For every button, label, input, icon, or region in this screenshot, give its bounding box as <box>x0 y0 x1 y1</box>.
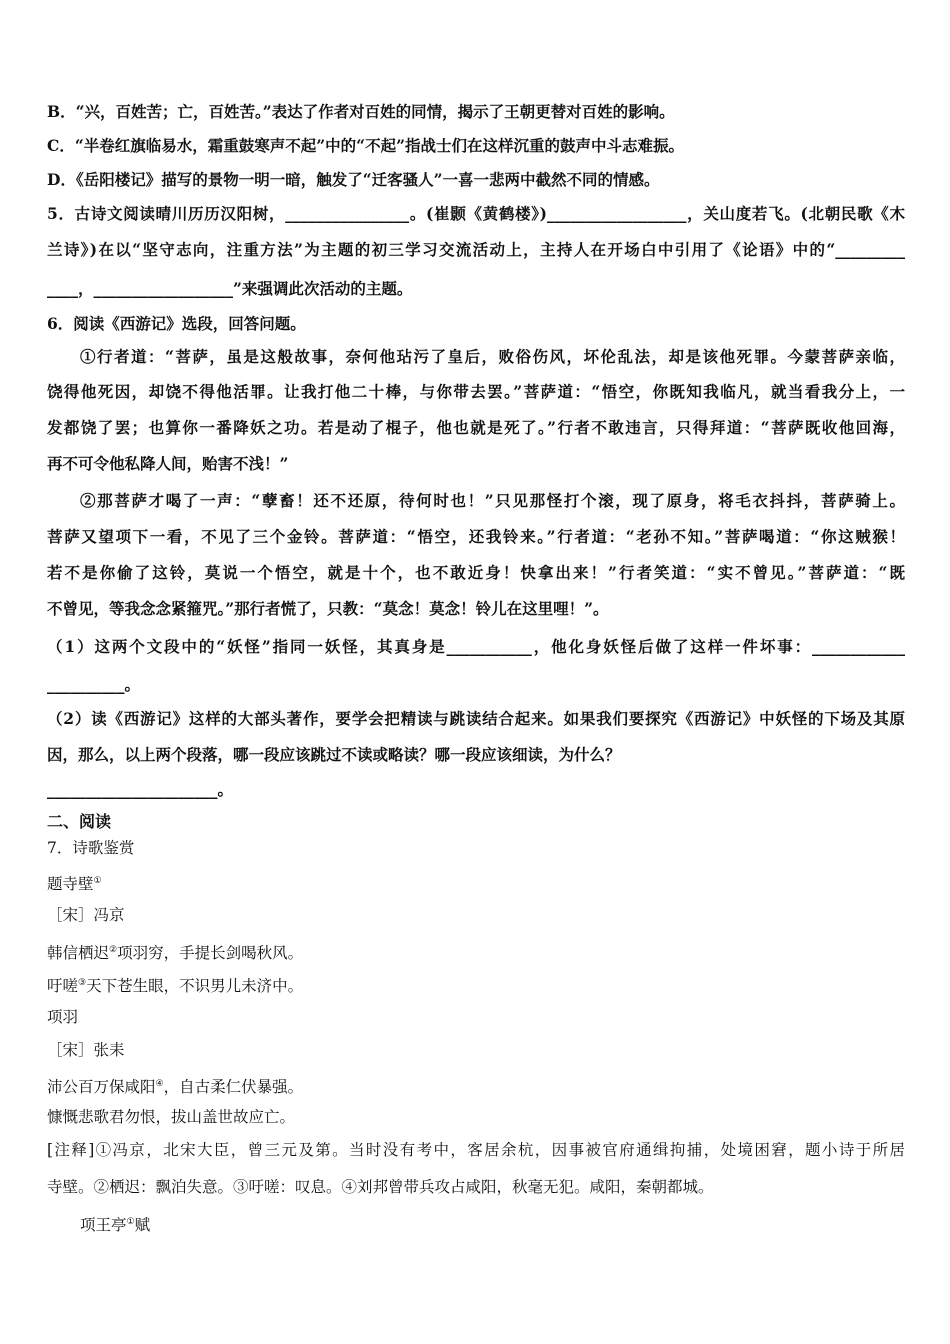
poem2-line <box>47 1074 905 1097</box>
q5-line2: 兰诗》)在以“坚守志向，注重方法”为主题的初三学习交流活动上，主持人在开场白中引用了《论语》中的“_________ <box>47 240 905 259</box>
q6-sub1-cont: __________。 <box>47 675 141 694</box>
q6-p1-line: ①行者道：“菩萨，虽是这般故事，奈何他玷污了皇后，败俗伤风，坏伦乱法，却是该他死罪。今蒙菩萨亲临， <box>80 347 905 366</box>
poem2-author: ［宋］张耒 <box>47 1041 125 1059</box>
q6-p2-line: 不曾见，等我念念紧箍咒。”那行者慌了，只教：“莫念！莫念！铃儿在这里哩！”。 <box>47 599 609 618</box>
footnote-mark: ① <box>126 1217 135 1227</box>
next-poem-title <box>80 1212 905 1235</box>
footnote-mark: ① <box>93 876 102 886</box>
poem-title-text: 赋 <box>134 1216 151 1235</box>
poem-text: 韩信栖迟 <box>47 944 110 963</box>
q6-sub1: （1）这两个文段中的“妖怪”指同一妖怪，其真身是___________，他化身妖怪后做了这样一件坏事：____________ <box>47 637 905 656</box>
option-d: D．《岳阳楼记》描写的景物一明一暗，触发了“迁客骚人”一喜一悲两中截然不同的情感。 <box>47 170 660 189</box>
poem1-title <box>47 871 905 894</box>
notes-line: 寺壁。②栖迟：飘泊失意。③吁嗟：叹息。④刘邦曾带兵攻占咸阳，秋毫无犯。咸阳，秦朝都城。 <box>47 1178 714 1196</box>
poem2-line: 慷慨悲歌君勿恨，拔山盖世故应亡。 <box>47 1108 296 1126</box>
q6-sub2-blank: ______________________。 <box>47 780 234 799</box>
footnote-mark: ② <box>109 945 118 955</box>
poem-title-text: 项王亭 <box>80 1216 127 1235</box>
q5-line1: 5．古诗文阅读晴川历历汉阳树，________________。(崔颢《黄鹤楼》)__________________，关山度若飞。(北朝民歌《木 <box>47 204 905 223</box>
q7-title: 7．诗歌鉴赏 <box>47 839 135 857</box>
poem-text: 吁嗟 <box>47 977 79 996</box>
poem1-author: ［宋］冯京 <box>47 906 125 924</box>
section-heading: 二、阅读 <box>47 812 112 831</box>
q6-p1-line: 饶得他死因，却饶不得他活罪。让我打他二十棒，与你带去罢。”菩萨道：“悟空，你既知我临凡，就当看我分上，一 <box>47 382 905 401</box>
poem-text: 项羽穷，手提长剑喝秋风。 <box>117 944 304 963</box>
poem2-title: 项羽 <box>47 1008 79 1026</box>
q5-line3: ____，__________________”来强调此次活动的主题。 <box>47 279 413 298</box>
poem-text: 天下苍生眼，不识男儿未济中。 <box>86 977 304 996</box>
q6-p2-line: ②那菩萨才喝了一声：“孽畜！还不还原，待何时也！”只见那怪打个滚，现了原身，将毛衣抖抖，菩萨骑上。 <box>80 491 905 510</box>
footnote-mark: ③ <box>78 978 87 988</box>
q6-p1-line: 发都饶了罢；也算你一番降妖之功。若是动了棍子，他也就是死了。”行者不敢违言，只得拜道：“菩萨既收他回海， <box>47 418 905 437</box>
q6-sub2-cont: 因，那么，以上两个段落，哪一段应该跳过不读或略读？哪一段应该细读，为什么？ <box>47 745 621 764</box>
notes-line: [注释]①冯京，北宋大臣，曾三元及第。当时没有考中，客居余杭，因事被官府通缉拘捕，处境困窘，题小诗于所居 <box>47 1141 905 1159</box>
option-c: C．“半卷红旗临易水，霜重鼓寒声不起”中的“不起”指战士们在这样沉重的鼓声中斗志难振。 <box>47 136 685 155</box>
footnote-mark: ④ <box>155 1079 164 1089</box>
poem-text: 沛公百万保咸阳 <box>47 1078 156 1097</box>
option-b: B．“兴，百姓苦；亡，百姓苦。”表达了作者对百姓的同情，揭示了王朝更替对百姓的影响。 <box>47 102 675 121</box>
poem-title-text: 题寺壁 <box>47 875 94 894</box>
poem-text: ，自古柔仁伏暴强。 <box>163 1078 304 1097</box>
poem1-line <box>47 973 905 996</box>
q6-title: 6．阅读《西游记》选段，回答问题。 <box>47 314 306 333</box>
poem1-line <box>47 940 905 963</box>
q6-p1-line: 再不可令他私降人间，贻害不浅！” <box>47 454 289 473</box>
q6-p2-line: 菩萨又望项下一看，不见了三个金铃。菩萨道：“悟空，还我铃来。”行者道：“老孙不知。”菩萨喝道：“你这贼猴！ <box>47 527 905 546</box>
q6-sub2: （2）读《西游记》这样的大部头著作，要学会把精读与跳读结合起来。如果我们要探究《西游记》中妖怪的下场及其原 <box>47 709 905 728</box>
q6-p2-line: 若不是你偷了这铃，莫说一个悟空，就是十个，也不敢近身！快拿出来！”行者笑道：“实不曾见。”菩萨道：“既 <box>47 563 905 582</box>
